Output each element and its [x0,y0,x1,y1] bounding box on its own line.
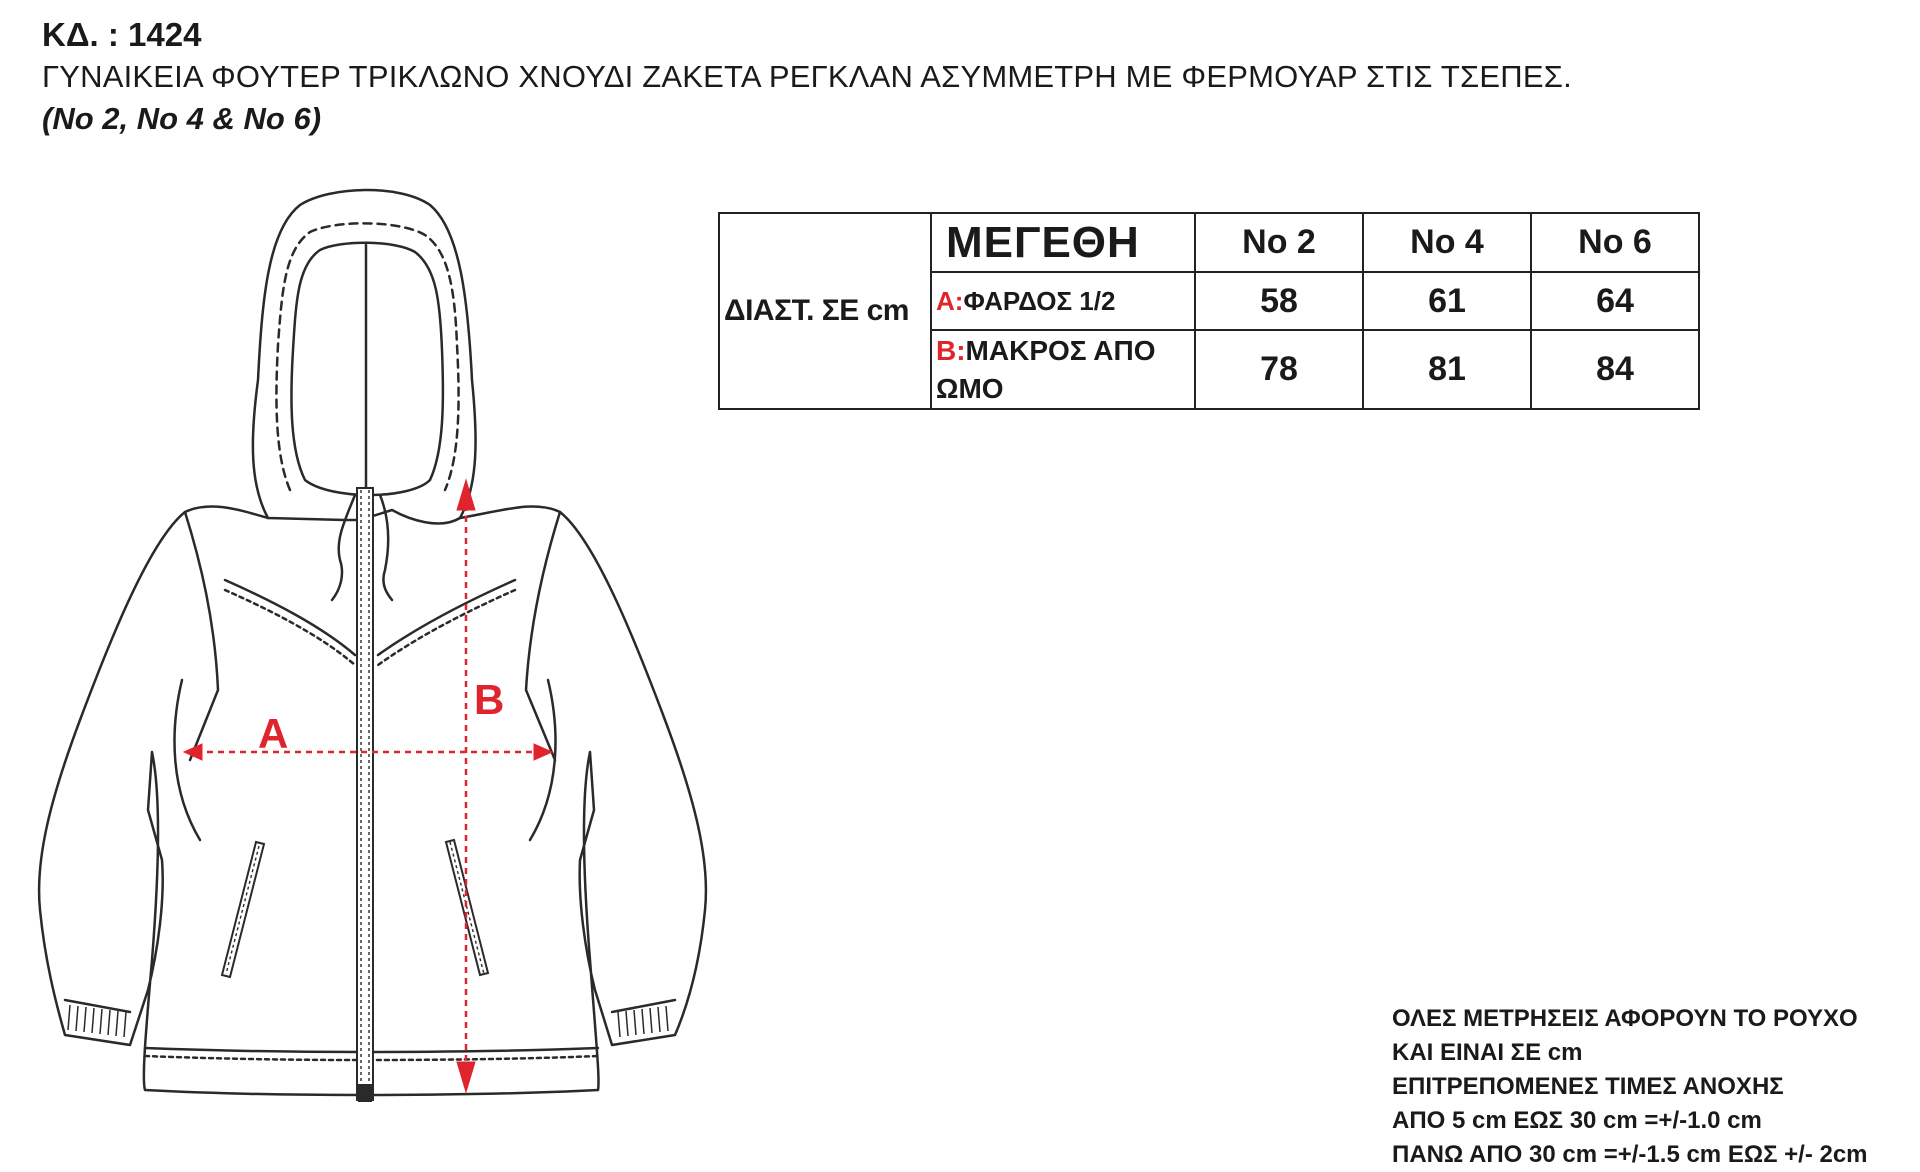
left-side-fold [175,680,200,840]
product-code: ΚΔ. : 1424 [42,16,202,53]
right-yoke-stitch [378,590,515,665]
left-yoke-stitch [225,590,355,665]
table-cell: 64 [1531,272,1699,330]
measure-label-a: A [258,710,289,757]
size-column-header: No 2 [1195,213,1363,272]
measurement-key: A: [936,285,964,316]
product-title: ΓΥΝΑΙΚΕΙΑ ΦΟΥΤΕΡ ΤΡΙΚΛΩΝΟ ΧΝΟΥΔΙ ΖΑΚΕΤΑ ΡΕΓΚΛΑΝ ΑΣΥΜΜΕΤΡΗ ΜΕ ΦΕΡΜΟΥΑΡ ΣΤΙΣ ΤΣΕΠΕΣ. [42,59,1572,94]
measurement-b [457,480,475,1092]
left-pocket-zipper [222,842,264,977]
measure-label-b: B [474,676,505,723]
table-cell: 61 [1363,272,1531,330]
sizes-header: ΜΕΓΕΘΗ [931,213,1195,272]
right-cuff [612,1000,675,1012]
left-raglan-seam [185,512,218,760]
note-line: ΠΑΝΩ ΑΠΟ 30 cm =+/-1.5 cm ΕΩΣ +/- 2cm [1392,1141,1868,1168]
size-column-header: No 4 [1363,213,1531,272]
measurement-key: B: [936,334,966,366]
dimension-unit-label: ΔΙΑΣΤ. ΣΕ cm [719,213,931,409]
size-column-header: No 6 [1531,213,1699,272]
note-line: ΟΛΕΣ ΜΕΤΡΗΣΕΙΣ ΑΦΟΡΟΥΝ ΤΟ ΡΟΥΧΟ [1392,1005,1858,1032]
size-table [718,212,1700,410]
measurement-name: ΦΑΡΔΟΣ 1/2 [963,285,1116,316]
table-cell: 81 [1363,330,1531,409]
right-yoke-seam [378,580,515,655]
available-sizes: (No 2, No 4 & No 6) [42,101,322,136]
note-line: ΕΠΙΤΡΕΠΟΜΕΝΕΣ ΤΙΜΕΣ ΑΝΟΧΗΣ [1392,1073,1784,1100]
table-cell: 58 [1195,272,1363,330]
note-line: ΑΠΟ 5 cm ΕΩΣ 30 cm =+/-1.0 cm [1392,1107,1762,1134]
left-yoke-seam [225,580,355,655]
left-drawstring [332,495,355,600]
measurement-label-b [931,330,1195,409]
hood-inner-stitching [276,223,458,490]
measurement-name: ΜΑΚΡΟΣ ΑΠΟ ΩΜΟ [936,334,1156,404]
table-cell: 78 [1195,330,1363,409]
center-zipper [357,488,373,1101]
left-cuff [65,1000,130,1012]
table-cell: 84 [1531,330,1699,409]
note-line: ΚΑΙ ΕΙΝΑΙ ΣΕ cm [1392,1039,1583,1066]
measurement-label-a [931,272,1195,330]
tolerance-notes [1392,1002,1868,1172]
